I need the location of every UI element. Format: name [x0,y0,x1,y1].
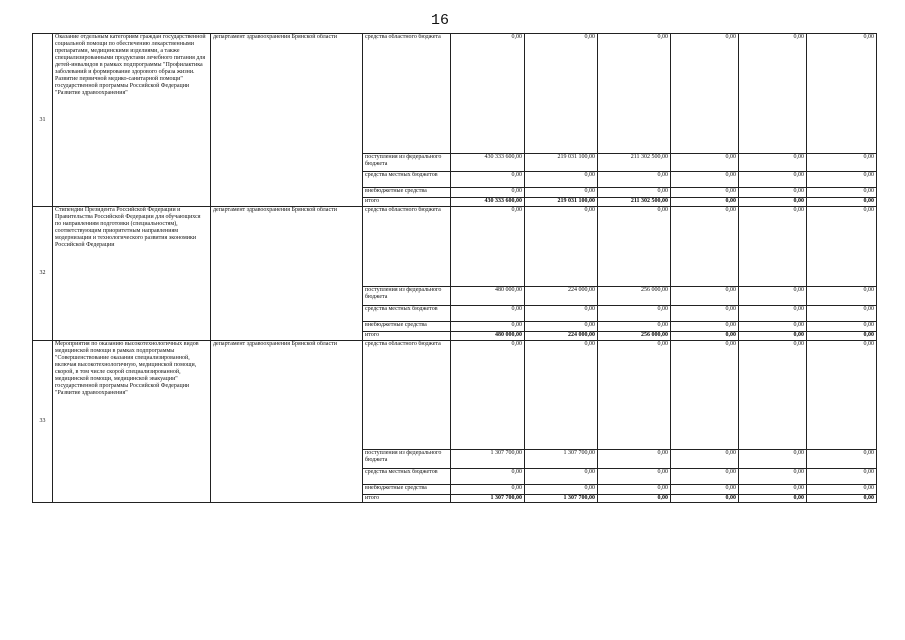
funding-source-label: средства областного бюджета [363,341,451,450]
funding-source-label: поступления из федерального бюджета [363,287,451,306]
item-description: Оказание отдельным категориям граждан государственной социальной помощи по обеспечению лекарственными препаратами, медицинскими изделиями, а также специализированными продуктами лечебного питания для детей-инвалидов в рамках подпрограммы "Профилактика заболеваний и формирование здорового образа жизни. Развитие первичной медико-санитарной помощи" государственной программы Российской Федерации "Развитие здравоохранения" [53,34,211,207]
item-number: 31 [33,34,53,207]
amount-cell: 0,00 [525,341,598,450]
budget-table [32,33,877,503]
amount-cell: 0,00 [598,188,671,198]
funding-source-label: итого [363,198,451,207]
amount-cell: 0,00 [671,207,739,287]
amount-cell: 0,00 [739,341,807,450]
funding-source-label: итого [363,495,451,503]
amount-cell: 0,00 [739,287,807,306]
amount-cell: 0,00 [739,207,807,287]
amount-cell: 256 000,00 [598,332,671,341]
amount-cell: 219 031 100,00 [525,154,598,172]
item-executor: департамент здравоохранения Брянской области [211,34,363,207]
amount-cell: 0,00 [807,485,877,495]
amount-cell: 0,00 [807,322,877,332]
amount-cell: 0,00 [807,34,877,154]
amount-cell: 0,00 [739,172,807,188]
amount-cell: 0,00 [671,287,739,306]
amount-cell: 0,00 [807,306,877,322]
item-number: 32 [33,207,53,341]
funding-source-label: поступления из федерального бюджета [363,450,451,469]
amount-cell: 0,00 [671,495,739,503]
amount-cell: 0,00 [807,495,877,503]
item-executor: департамент здравоохранения Брянской области [211,207,363,341]
amount-cell: 0,00 [451,469,525,485]
amount-cell: 0,00 [807,207,877,287]
amount-cell: 0,00 [598,469,671,485]
amount-cell: 0,00 [451,322,525,332]
amount-cell: 219 031 100,00 [525,198,598,207]
amount-cell: 1 307 700,00 [451,495,525,503]
amount-cell: 0,00 [598,207,671,287]
amount-cell: 0,00 [451,207,525,287]
funding-source-label: средства областного бюджета [363,34,451,154]
amount-cell: 0,00 [451,188,525,198]
budget-line-row [33,207,877,287]
funding-source-label: средства местных бюджетов [363,469,451,485]
amount-cell: 0,00 [739,198,807,207]
amount-cell: 0,00 [807,198,877,207]
amount-cell: 0,00 [451,341,525,450]
budget-line-row [33,34,877,154]
amount-cell: 0,00 [525,188,598,198]
amount-cell: 1 307 700,00 [451,450,525,469]
amount-cell: 0,00 [598,172,671,188]
item-executor: департамент здравоохранения Брянской области [211,341,363,503]
amount-cell: 430 333 600,00 [451,198,525,207]
amount-cell: 0,00 [739,34,807,154]
amount-cell: 0,00 [807,450,877,469]
amount-cell: 0,00 [525,485,598,495]
funding-source-label: поступления из федерального бюджета [363,154,451,172]
amount-cell: 0,00 [671,469,739,485]
amount-cell: 0,00 [525,306,598,322]
amount-cell: 0,00 [598,341,671,450]
funding-source-label: средства местных бюджетов [363,306,451,322]
funding-source-label: внебюджетные средства [363,322,451,332]
amount-cell: 0,00 [598,34,671,154]
amount-cell: 0,00 [739,332,807,341]
amount-cell: 0,00 [807,287,877,306]
amount-cell: 0,00 [525,207,598,287]
amount-cell: 0,00 [671,198,739,207]
amount-cell: 430 333 600,00 [451,154,525,172]
amount-cell: 211 302 500,00 [598,198,671,207]
amount-cell: 0,00 [739,306,807,322]
amount-cell: 0,00 [739,495,807,503]
amount-cell: 0,00 [671,154,739,172]
item-description: Мероприятия по оказанию высокотехнологичных видов медицинской помощи в рамках подпрограммы "Совершенствование оказания специализированной, включая высокотехнологичную, медицинской помощи, скорой, в том числе скорой специализированной, медицинской помощи, медицинской эвакуации" государственной программы Российской Федерации "Развитие здравоохранения" [53,341,211,503]
amount-cell: 256 000,00 [598,287,671,306]
amount-cell: 0,00 [739,154,807,172]
amount-cell: 224 000,00 [525,287,598,306]
amount-cell: 0,00 [739,188,807,198]
amount-cell: 0,00 [739,469,807,485]
amount-cell: 0,00 [671,332,739,341]
amount-cell: 0,00 [671,341,739,450]
amount-cell: 0,00 [671,450,739,469]
amount-cell: 0,00 [671,188,739,198]
funding-source-label: средства областного бюджета [363,207,451,287]
amount-cell: 0,00 [807,154,877,172]
item-description: Стипендии Президента Российской Федерации и Правительства Российской Федерации для обучающихся по направлениям подготовки (специальностям), соответствующим приоритетным направлениям модернизации и технологического развития экономики Российской Федерации [53,207,211,341]
amount-cell: 0,00 [525,34,598,154]
page-number: 16 [430,12,449,29]
amount-cell: 0,00 [525,322,598,332]
amount-cell: 0,00 [671,34,739,154]
amount-cell: 1 307 700,00 [525,450,598,469]
funding-source-label: итого [363,332,451,341]
amount-cell: 0,00 [598,450,671,469]
amount-cell: 0,00 [807,188,877,198]
amount-cell: 0,00 [451,172,525,188]
amount-cell: 0,00 [598,322,671,332]
amount-cell: 0,00 [451,34,525,154]
amount-cell: 0,00 [525,469,598,485]
amount-cell: 0,00 [807,341,877,450]
amount-cell: 0,00 [451,485,525,495]
amount-cell: 1 307 700,00 [525,495,598,503]
amount-cell: 480 000,00 [451,287,525,306]
amount-cell: 0,00 [807,332,877,341]
amount-cell: 224 000,00 [525,332,598,341]
amount-cell: 0,00 [671,485,739,495]
amount-cell: 0,00 [598,485,671,495]
amount-cell: 0,00 [671,306,739,322]
item-number: 33 [33,341,53,503]
funding-source-label: внебюджетные средства [363,188,451,198]
amount-cell: 0,00 [739,322,807,332]
amount-cell: 0,00 [739,485,807,495]
funding-source-label: средства местных бюджетов [363,172,451,188]
amount-cell: 0,00 [807,469,877,485]
funding-source-label: внебюджетные средства [363,485,451,495]
table-body [33,34,877,503]
amount-cell: 0,00 [598,495,671,503]
budget-line-row [33,341,877,450]
amount-cell: 0,00 [671,322,739,332]
amount-cell: 0,00 [671,172,739,188]
amount-cell: 0,00 [739,450,807,469]
amount-cell: 0,00 [451,306,525,322]
amount-cell: 0,00 [807,172,877,188]
amount-cell: 0,00 [525,172,598,188]
amount-cell: 211 302 500,00 [598,154,671,172]
amount-cell: 480 000,00 [451,332,525,341]
amount-cell: 0,00 [598,306,671,322]
